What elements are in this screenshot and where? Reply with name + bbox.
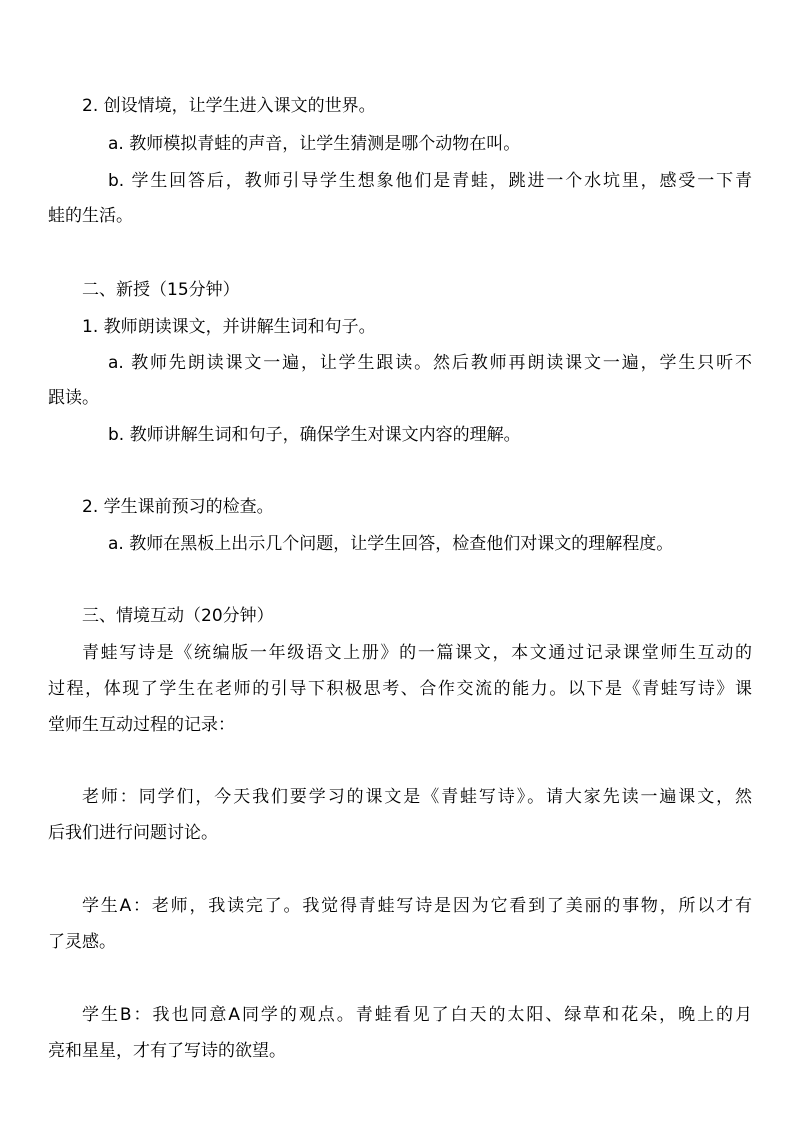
sub-item-b-imagine-frog: b. 学生回答后，教师引导学生想象他们是青蛙，跳进一个水坑里，感受一下青 bbox=[108, 171, 752, 191]
sub-item-b-continuation: 蛙的生活。 bbox=[48, 206, 133, 226]
list-item-1-read-text: 1. 教师朗读课文，并讲解生词和句子。 bbox=[82, 317, 376, 337]
dialogue-student-a-line-1: 学生A：老师，我读完了。我觉得青蛙写诗是因为它看到了美丽的事物，所以才有 bbox=[82, 896, 752, 916]
dialogue-teacher-line-2: 后我们进行问题讨论。 bbox=[48, 823, 218, 843]
list-item-2-preview-check: 2. 学生课前预习的检查。 bbox=[82, 497, 274, 517]
dialogue-student-b-line-2: 亮和星星，才有了写诗的欲望。 bbox=[48, 1041, 286, 1061]
dialogue-student-b-line-1: 学生B：我也同意A同学的观点。青蛙看见了白天的太阳、绿草和花朵，晚上的月 bbox=[82, 1005, 752, 1025]
dialogue-teacher-line-1: 老师：同学们，今天我们要学习的课文是《青蛙写诗》。请大家先读一遍课文，然 bbox=[82, 787, 752, 807]
section-heading-new-lesson: 二、新授（15分钟） bbox=[82, 280, 240, 300]
paragraph-intro-line-2: 过程，体现了学生在老师的引导下积极思考、合作交流的能力。以下是《青蛙写诗》课 bbox=[48, 679, 752, 699]
sub-item-a-imitate-frog: a. 教师模拟青蛙的声音，让学生猜测是哪个动物在叫。 bbox=[108, 134, 521, 154]
sub-item-a-read-aloud: a. 教师先朗读课文一遍，让学生跟读。然后教师再朗读课文一遍，学生只听不 bbox=[108, 353, 752, 373]
sub-item-b-explain-words: b. 教师讲解生词和句子，确保学生对课文内容的理解。 bbox=[108, 425, 521, 445]
paragraph-intro-line-1: 青蛙写诗是《统编版一年级语文上册》的一篇课文，本文通过记录课堂师生互动的 bbox=[82, 643, 752, 663]
list-item-2-create-situation: 2. 创设情境，让学生进入课文的世界。 bbox=[82, 96, 376, 116]
paragraph-intro-line-3: 堂师生互动过程的记录： bbox=[48, 715, 235, 735]
section-heading-interaction: 三、情境互动（20分钟） bbox=[82, 606, 274, 626]
sub-item-a-continuation: 跟读。 bbox=[48, 388, 99, 408]
dialogue-student-a-line-2: 了灵感。 bbox=[48, 932, 116, 952]
sub-item-a-blackboard-questions: a. 教师在黑板上出示几个问题，让学生回答，检查他们对课文的理解程度。 bbox=[108, 534, 674, 554]
